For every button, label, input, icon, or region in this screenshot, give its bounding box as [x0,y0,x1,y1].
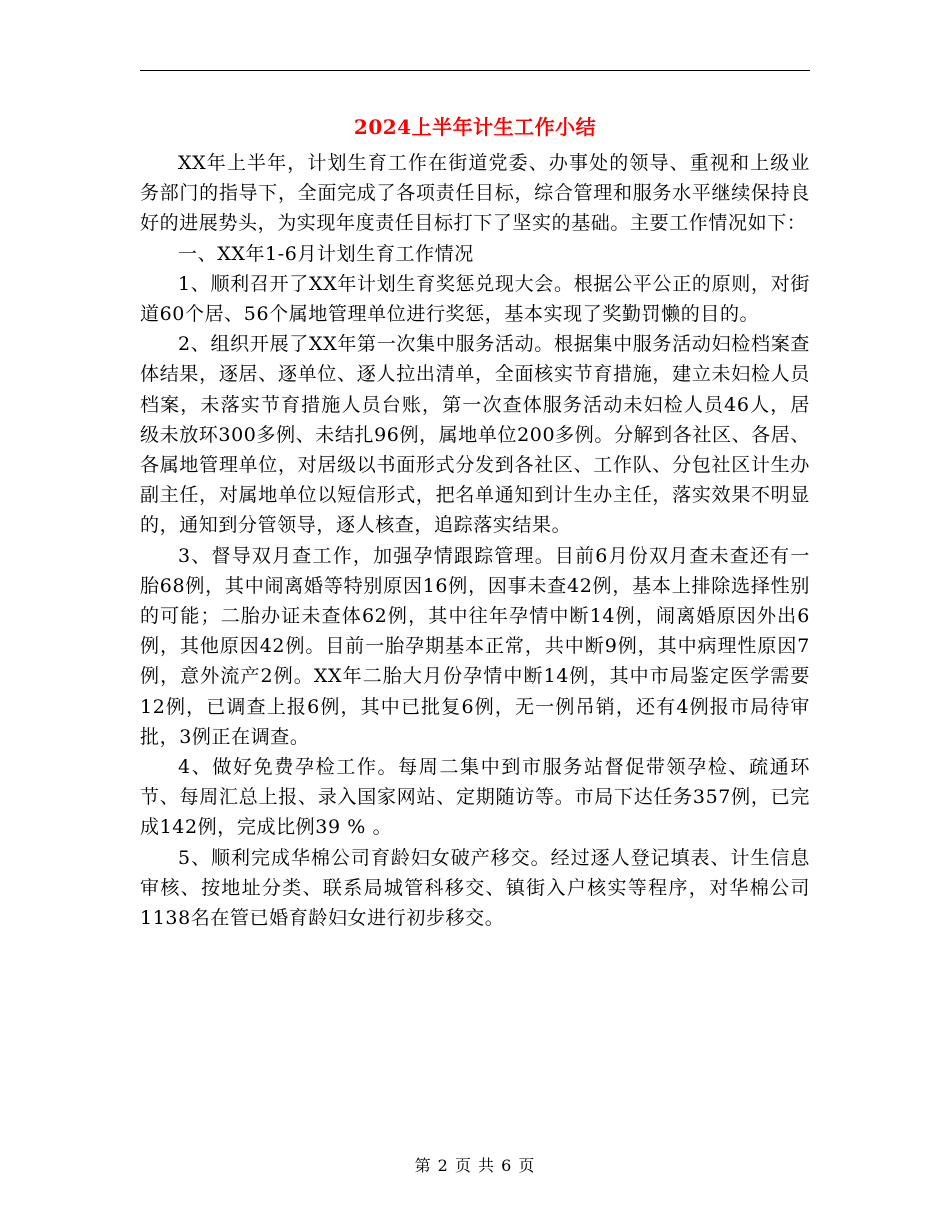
paragraph-intro: XX年上半年，计划生育工作在街道党委、办事处的领导、重视和上级业务部门的指导下，全面完成了各项责任目标，综合管理和服务水平继续保持良好的进展势头，为实现年度责任目标打下了坚实的基础。主要工作情况如下： [140,152,810,235]
document-title: 2024上半年计生工作小结 [353,115,597,139]
paragraph-item-1: 1、顺利召开了XX年计划生育奖惩兑现大会。根据公平公正的原则，对街道60个居、56个属地管理单位进行奖惩，基本实现了奖勤罚懒的目的。 [140,272,810,326]
paragraph-item-4: 4、做好免费孕检工作。每周二集中到市服务站督促带领孕检、疏通环节、每周汇总上报、录入国家网站、定期随访等。市局下达任务357例，已完成142例，完成比例39 % 。 [140,756,810,839]
page-number-footer: 第 2 页 共 6 页 [414,1156,536,1175]
header-rule [140,70,810,71]
section-heading: 一、XX年1-6月计划生育工作情况 [178,242,474,265]
paragraph-item-3: 3、督导双月查工作，加强孕情跟踪管理。目前6月份双月查未查还有一胎68例，其中闹离婚等特别原因16例，因事未查42例，基本上排除选择性别的可能；二胎办证未查体62例，其中往年孕情中断14例，闹离婚原因外出6例，其他原因42例。目前一胎孕期基本正常，共中断9例，其中病理性原因7例，意外流产2例。XX年二胎大月份孕情中断14例，其中市局鉴定医学需要12例，已调查上报6例，其中已批复6例，无一例吊销，还有4例报市局待审批，3例正在调查。 [140,544,810,748]
paragraph-item-2: 2、组织开展了XX年第一次集中服务活动。根据集中服务活动妇检档案查体结果，逐居、逐单位、逐人拉出清单，全面核实节育措施，建立未妇检人员档案，未落实节育措施人员台账，第一次查体服务活动未妇检人员46人，居级未放环300多例、未结扎96例，属地单位200多例。分解到各社区、各居、各属地管理单位，对居级以书面形式分发到各社区、工作队、分包社区计生办副主任，对属地单位以短信形式，把名单通知到计生办主任，落实效果不明显的，通知到分管领导，逐人核查，追踪落实结果。 [140,333,810,537]
document-body [140,148,810,933]
paragraph-item-5: 5、顺利完成华棉公司育龄妇女破产移交。经过逐人登记填表、计生信息审核、按地址分类、联系局城管科移交、镇街入户核实等程序，对华棉公司1138名在管已婚育龄妇女进行初步移交。 [140,846,810,930]
